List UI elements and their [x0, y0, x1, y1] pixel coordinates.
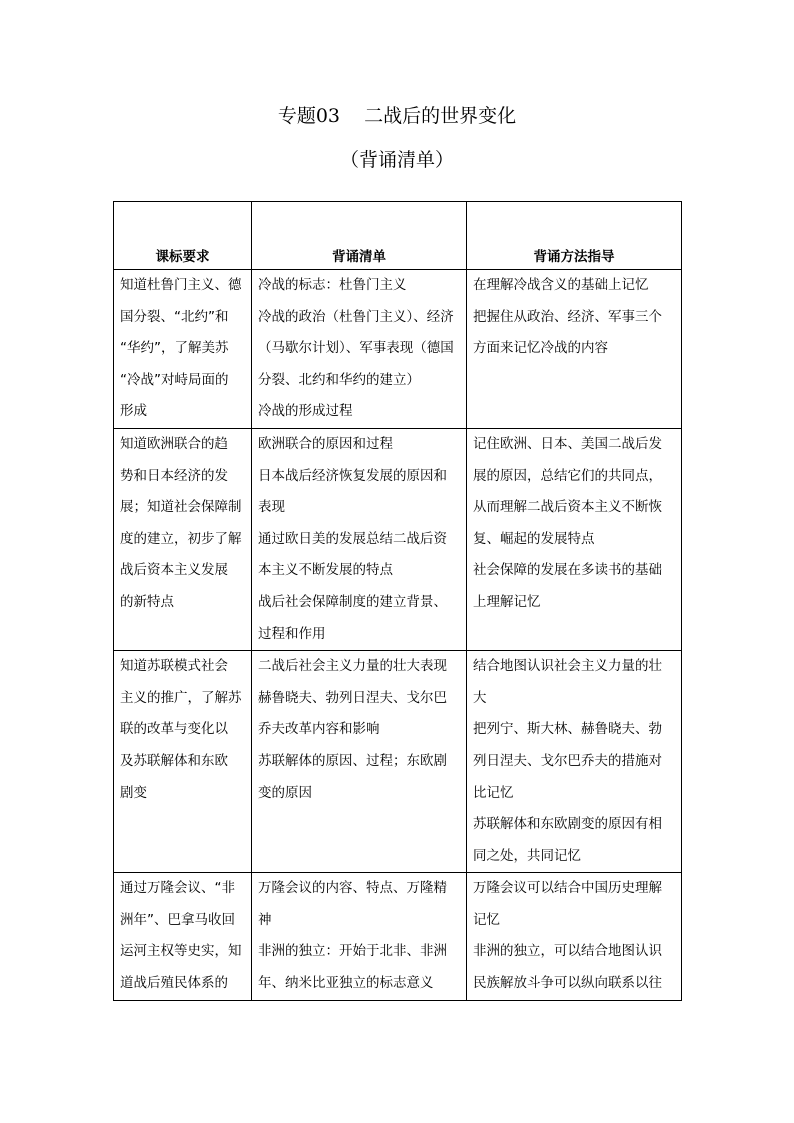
cell-text-line: 社会保障的发展在多读书的基础: [473, 562, 662, 579]
cell-text-line: 年、纳米比亚独立的标志意义: [258, 975, 434, 992]
cell-text-line: 在理解冷战含义的基础上记忆: [473, 277, 649, 293]
cell-text-line: 把握住从政治、经济、军事三个: [473, 308, 662, 325]
cell-text-line: 战后社会保障制度的建立背景、: [258, 593, 447, 610]
table-header-row: [114, 202, 682, 270]
cell-text-line: 记忆: [473, 911, 500, 928]
cell-text-line: 知道苏联模式社会: [120, 658, 228, 675]
cell-text-line: 剧变: [120, 784, 147, 801]
cell-method-guidance: [467, 428, 682, 650]
cell-text-line: 洲年”、巴拿马收回: [120, 911, 235, 928]
cell-text-line: 民族解放斗争可以纵向联系以往: [473, 975, 662, 992]
cell-curriculum-requirement: [114, 270, 252, 429]
cell-recitation-content: [252, 428, 467, 650]
cell-text-line: “华约”，了解美苏: [120, 340, 229, 357]
cell-text-line: 冷战的形成过程: [258, 403, 353, 420]
cell-text-line: 分裂、北约和华约的建立）: [258, 371, 420, 388]
cell-text-line: 万隆会议的内容、特点、万隆精: [258, 880, 447, 897]
cell-text-line: 势和日本经济的发: [120, 467, 228, 484]
cell-text-line: 运河主权等史实，知: [120, 943, 242, 960]
cell-recitation-content: [252, 651, 467, 873]
cell-text-line: 冷战的标志：杜鲁门主义: [258, 277, 407, 293]
cell-text-line: 主义的推广，了解苏: [120, 689, 242, 706]
cell-text-line: 列日涅夫、戈尔巴乔夫的措施对: [473, 752, 662, 769]
cell-text-line: 知道杜鲁门主义、德: [120, 277, 242, 293]
cell-text-line: 度的建立，初步了解: [120, 530, 242, 547]
header-method-guidance: 背诵方法指导: [467, 202, 682, 270]
cell-text-line: 变的原因: [258, 784, 312, 801]
cell-text-line: “冷战”对峙局面的: [120, 371, 229, 388]
cell-text-line: 展；知道社会保障制: [120, 499, 242, 516]
cell-text-line: 大: [473, 689, 487, 706]
cell-text-line: 复、崛起的发展特点: [473, 530, 595, 547]
cell-text-line: 及苏联解体和东欧: [120, 752, 228, 769]
cell-text-line: 万隆会议可以结合中国历史理解: [473, 880, 662, 897]
cell-text-line: 国分裂、“北约”和: [120, 308, 229, 325]
cell-text-line: 比记忆: [473, 784, 514, 801]
cell-text-line: 通过欧日美的发展总结二战后资: [258, 530, 447, 547]
cell-text-line: 通过万隆会议、“非: [120, 880, 235, 897]
cell-text-line: 同之处，共同记忆: [473, 847, 581, 864]
cell-text-line: 战后资本主义发展: [120, 562, 228, 579]
cell-text-line: 的新特点: [120, 593, 174, 610]
table-row: [114, 651, 682, 873]
cell-text-line: 道战后殖民体系的: [120, 975, 228, 992]
cell-text-line: 展的原因，总结它们的共同点，: [473, 467, 662, 484]
cell-text-line: 神: [258, 911, 272, 928]
cell-text-line: 非洲的独立：开始于北非、非洲: [258, 943, 447, 960]
cell-method-guidance: [467, 270, 682, 429]
cell-text-line: 知道欧洲联合的趋: [120, 435, 228, 452]
cell-text-line: 非洲的独立，可以结合地图认识: [473, 943, 662, 960]
cell-text-line: 苏联解体和东欧剧变的原因有相: [473, 816, 662, 833]
cell-method-guidance: [467, 873, 682, 1001]
page-title: 专题03 二战后的世界变化: [277, 105, 517, 127]
cell-text-line: 形成: [120, 403, 147, 420]
cell-curriculum-requirement: [114, 651, 252, 873]
cell-method-guidance: [467, 651, 682, 873]
cell-text-line: 欧洲联合的原因和过程: [258, 435, 393, 452]
cell-text-line: 表现: [258, 499, 285, 516]
cell-text-line: 本主义不断发展的特点: [258, 562, 393, 579]
cell-curriculum-requirement: [114, 873, 252, 1001]
table-row: [114, 873, 682, 1001]
cell-text-line: 二战后社会主义力量的壮大表现: [258, 658, 447, 675]
cell-recitation-content: [252, 270, 467, 429]
cell-text-line: 结合地图认识社会主义力量的壮: [473, 658, 662, 675]
cell-text-line: 乔夫改革内容和影响: [258, 721, 380, 738]
cell-text-line: 上理解记忆: [473, 593, 541, 610]
cell-recitation-content: [252, 873, 467, 1001]
cell-text-line: 过程和作用: [258, 625, 326, 642]
recitation-table: [113, 201, 682, 1001]
header-curriculum-requirements: 课标要求: [114, 202, 252, 270]
cell-text-line: 把列宁、斯大林、赫鲁晓夫、勃: [473, 721, 662, 738]
cell-text-line: 日本战后经济恢复发展的原因和: [258, 467, 447, 484]
cell-curriculum-requirement: [114, 428, 252, 650]
table-row: [114, 270, 682, 429]
cell-text-line: 方面来记忆冷战的内容: [473, 340, 608, 357]
header-recitation-list: 背诵清单: [252, 202, 467, 270]
cell-text-line: （马歇尔计划）、军事表现（德国: [258, 340, 454, 357]
cell-text-line: 冷战的政治（杜鲁门主义）、经济: [258, 308, 454, 325]
cell-text-line: 赫鲁晓夫、勃列日涅夫、戈尔巴: [258, 689, 447, 706]
cell-text-line: 联的改革与变化以: [120, 721, 228, 738]
cell-text-line: 记住欧洲、日本、美国二战后发: [473, 435, 662, 452]
cell-text-line: 苏联解体的原因、过程；东欧剧: [258, 752, 447, 769]
page-subtitle: （背诵清单）: [339, 149, 454, 171]
table-row: [114, 428, 682, 650]
cell-text-line: 从而理解二战后资本主义不断恢: [473, 499, 662, 516]
